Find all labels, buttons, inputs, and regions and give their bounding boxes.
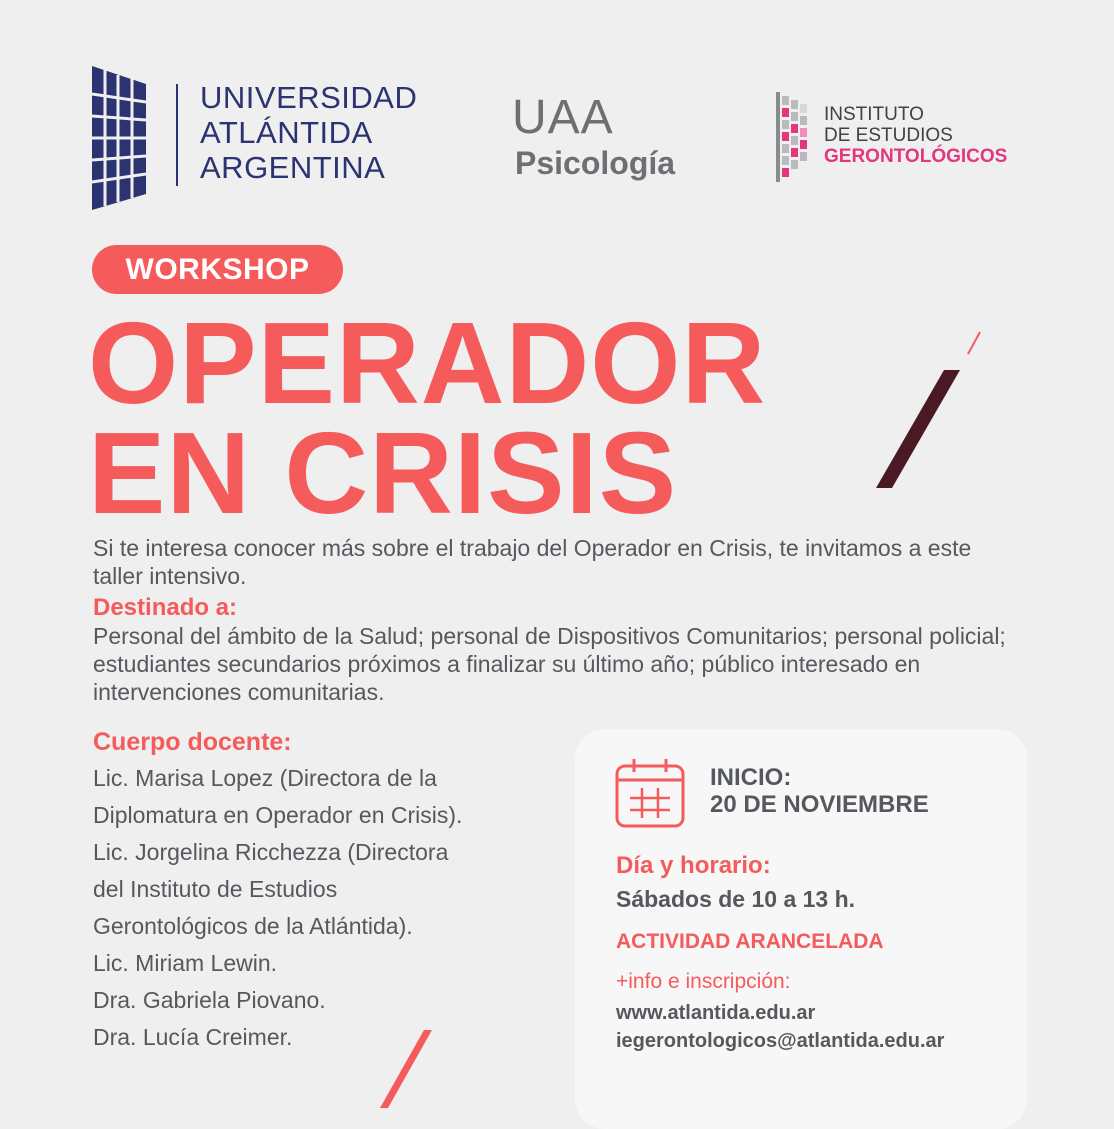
page-title [88, 298, 767, 538]
faculty-line: Lic. Miriam Lewin. [93, 950, 278, 976]
ieg-name-line: DE ESTUDIOS [824, 125, 953, 146]
calendar-icon [614, 756, 686, 830]
university-name-line: ARGENTINA [200, 150, 386, 185]
faculty-line: Dra. Lucía Creimer. [93, 1024, 293, 1050]
psychology-faculty: Psicología [515, 145, 676, 181]
faculty-title: Cuerpo docente: [93, 728, 292, 756]
title-line: OPERADOR [88, 298, 767, 428]
ieg-name-line: INSTITUTO [824, 104, 924, 125]
start-date: 20 DE NOVIEMBRE [710, 791, 929, 818]
university-name [200, 80, 417, 185]
logo-divider [176, 84, 178, 186]
faculty-line: del Instituto de Estudios [93, 876, 338, 902]
title-line: EN CRISIS [88, 408, 678, 538]
faculty-line: Lic. Marisa Lopez (Directora de la [93, 765, 437, 791]
faculty-line: Gerontológicos de la Atlántida). [93, 913, 413, 939]
info-title: +info e inscripción: [616, 970, 791, 993]
ieg-name [824, 104, 1007, 167]
start-info [710, 764, 929, 818]
faculty-line: Lic. Jorgelina Ricchezza (Directora [93, 839, 449, 865]
email-link[interactable]: iegerontologicos@atlantida.edu.ar [616, 1030, 945, 1052]
fee-label: ACTIVIDAD ARANCELADA [616, 930, 884, 953]
audience-text: Personal del ámbito de la Salud; personal de Dispositivos Comunitarios; personal policial; estudiantes secundarios próximos a finalizar su último año; público interesado en intervenciones comunitarias. [93, 623, 1006, 705]
decorative-slash-icon [370, 1028, 440, 1108]
psychology-logo [512, 92, 675, 182]
schedule-title: Día y horario: [616, 852, 771, 879]
university-name-line: ATLÁNTIDA [200, 115, 373, 150]
faculty-line: Dra. Gabriela Piovano. [93, 987, 326, 1013]
audience-title: Destinado a: [93, 594, 238, 621]
uaa-logo-icon [90, 58, 148, 212]
faculty-line: Diplomatura en Operador en Crisis). [93, 802, 463, 828]
website-link[interactable]: www.atlantida.edu.ar [616, 1002, 816, 1024]
decorative-slash-icon [870, 326, 990, 494]
schedule-value: Sábados de 10 a 13 h. [616, 886, 856, 912]
faculty-list [93, 760, 563, 1056]
ieg-logo-icon [776, 92, 808, 182]
university-name-line: UNIVERSIDAD [200, 80, 418, 115]
intro-text: Si te interesa conocer más sobre el trabajo del Operador en Crisis, te invitamos a este taller intensivo. [93, 535, 972, 589]
ieg-name-line: GERONTOLÓGICOS [824, 146, 1008, 167]
start-label: INICIO: [710, 764, 792, 791]
psychology-brand: UAA [512, 91, 614, 144]
workshop-badge: WORKSHOP [92, 245, 343, 294]
